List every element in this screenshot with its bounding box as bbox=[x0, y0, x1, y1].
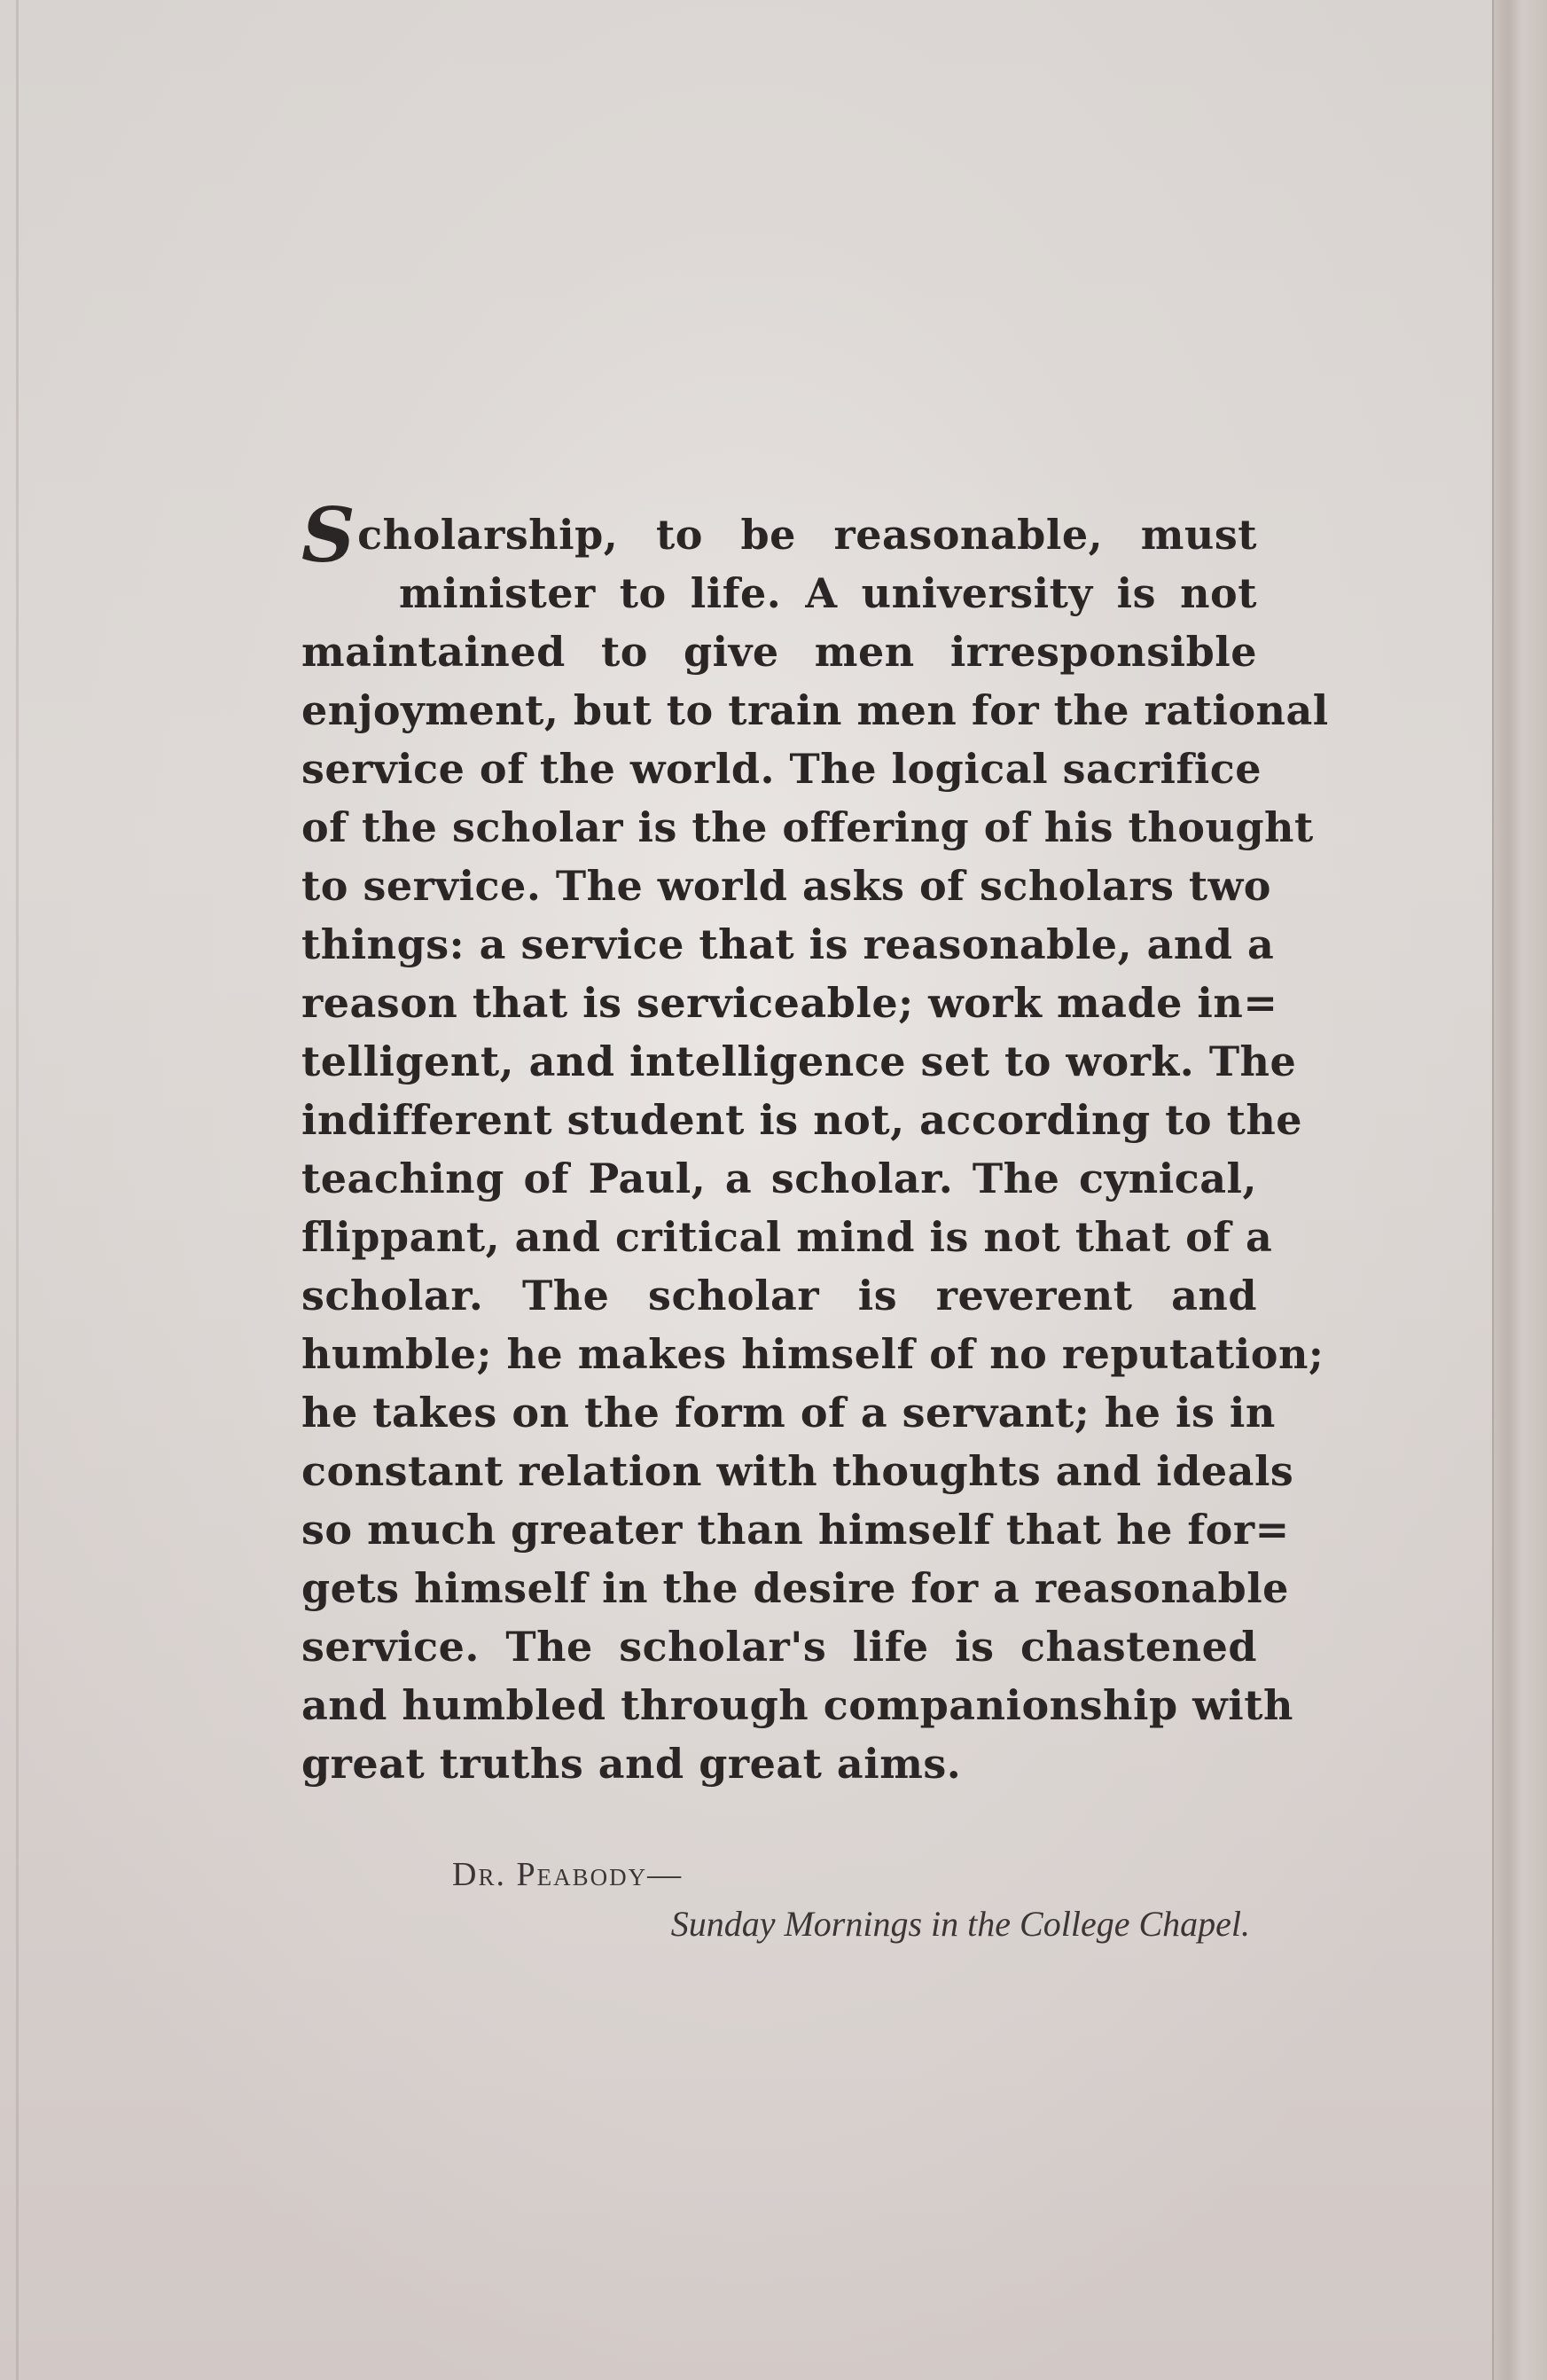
passage-line-9: reason that is serviceable; work made in= bbox=[301, 979, 1278, 1027]
passage-line-10: telligent, and intelligence set to work. The bbox=[301, 1037, 1297, 1085]
passage-line-14: scholar. The scholar is reverent and bbox=[301, 1272, 1257, 1319]
passage-line-5: service of the world. The logical sacrifice bbox=[301, 745, 1262, 793]
page-right-gutter bbox=[1492, 0, 1547, 2380]
passage-line-7: to service. The world asks of scholars two bbox=[301, 862, 1271, 910]
passage-line-22: great truths and great aims. bbox=[301, 1740, 962, 1788]
passage-line-16: he takes on the form of a servant; he is in bbox=[301, 1389, 1276, 1437]
attribution-source: Sunday Mornings in the College Chapel. bbox=[670, 1904, 1250, 1944]
passage-line-19: gets himself in the desire for a reasonable bbox=[301, 1564, 1289, 1612]
passage-line-17: constant relation with thoughts and ideals bbox=[301, 1447, 1294, 1495]
passage-line-15: humble; he makes himself of no reputation; bbox=[301, 1330, 1324, 1378]
passage-line-8: things: a service that is reasonable, and a bbox=[301, 920, 1275, 968]
passage-line-text: cholarship, to be reasonable, must bbox=[357, 511, 1257, 559]
passage-line-11: indifferent student is not, according to the bbox=[301, 1096, 1303, 1144]
passage-line-21: and humbled through companionship with bbox=[301, 1681, 1293, 1729]
passage-line-13: flippant, and critical mind is not that of a bbox=[301, 1213, 1273, 1261]
passage-line-3: maintained to give men irresponsible bbox=[301, 628, 1257, 676]
passage-line-6: of the scholar is the offering of his thought bbox=[301, 803, 1314, 851]
passage-line-2: minister to life. A university is not bbox=[399, 569, 1257, 617]
passage-line-18: so much greater than himself that he for= bbox=[301, 1506, 1290, 1554]
passage-line-12: teaching of Paul, a scholar. The cynical, bbox=[301, 1155, 1257, 1202]
drop-cap: S bbox=[301, 491, 356, 579]
page-fold-line bbox=[1492, 0, 1494, 2380]
attribution-author: Dr. Peabody— bbox=[452, 1856, 684, 1893]
passage-line-20: service. The scholar's life is chastened bbox=[301, 1623, 1257, 1671]
quotation-passage bbox=[301, 491, 1329, 1793]
page-left-edge bbox=[16, 0, 19, 2380]
passage-line-4: enjoyment, but to train men for the rational bbox=[301, 686, 1329, 734]
passage-line-1 bbox=[301, 491, 1257, 579]
